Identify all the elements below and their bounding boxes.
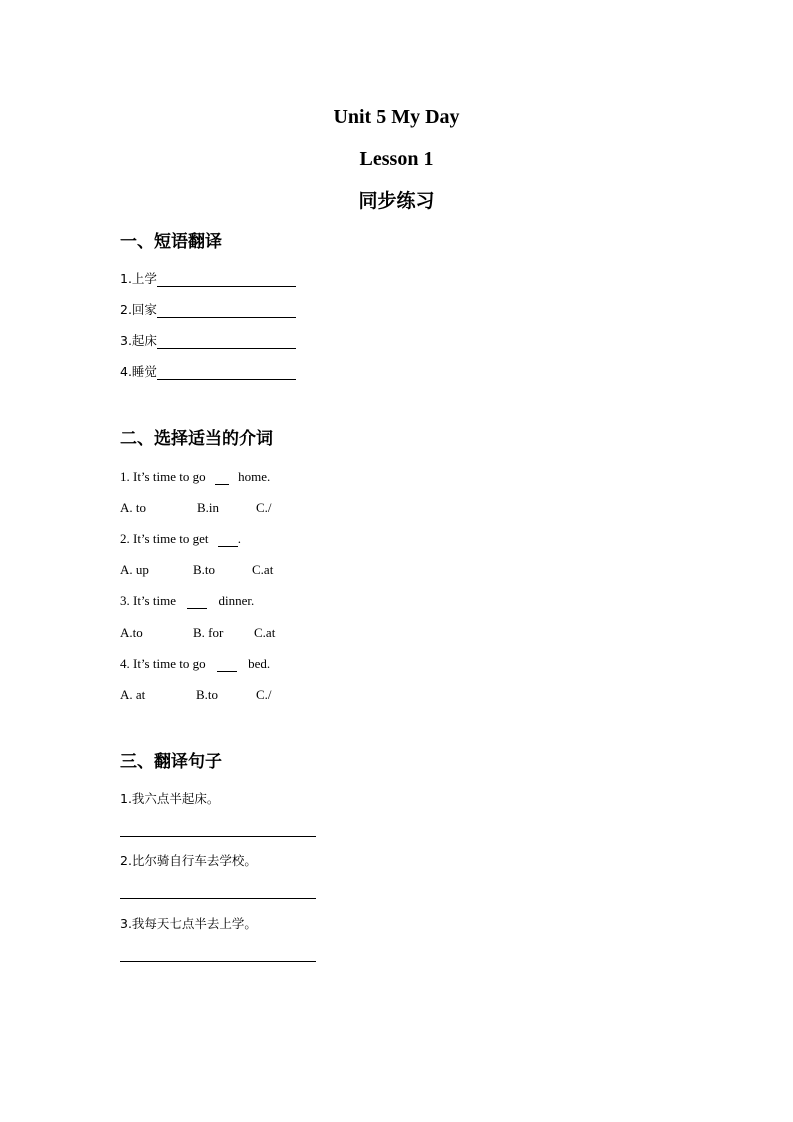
sentence-answer-line-3[interactable] xyxy=(120,961,316,962)
answer-blank[interactable] xyxy=(157,304,296,318)
question-text: 2. It’s time to get xyxy=(120,531,209,546)
option-a[interactable]: A. up xyxy=(120,562,149,577)
phrase-item-3 xyxy=(120,333,296,349)
phrase-label: 2.回家 xyxy=(120,302,157,317)
question-text: home. xyxy=(238,469,271,484)
question-text: dinner. xyxy=(218,593,255,608)
option-b[interactable]: B.to xyxy=(196,687,219,702)
option-c[interactable]: C.at xyxy=(252,562,274,577)
question-text: bed. xyxy=(248,656,271,671)
phrase-item-2 xyxy=(120,302,296,318)
sentence-answer-line-2[interactable] xyxy=(120,898,316,899)
question-text: 4. It’s time to go xyxy=(120,656,206,671)
option-a[interactable]: A. at xyxy=(120,687,146,702)
option-b[interactable]: B.to xyxy=(193,562,216,577)
answer-blank[interactable] xyxy=(157,366,296,380)
phrase-label: 3.起床 xyxy=(120,333,157,348)
option-b[interactable]: B.in xyxy=(197,500,220,515)
option-c[interactable]: C./ xyxy=(256,687,272,702)
unit-title: Unit 5 My Day xyxy=(333,106,460,128)
answer-blank[interactable] xyxy=(157,273,296,287)
worksheet-subtitle: 同步练习 xyxy=(358,190,435,212)
answer-blank[interactable] xyxy=(187,596,207,609)
option-c[interactable]: C.at xyxy=(254,625,276,640)
answer-blank[interactable] xyxy=(217,659,237,672)
section3-heading: 三、翻译句子 xyxy=(120,752,222,772)
sentence-prompt-3: 3.我每天七点半去上学。 xyxy=(120,916,257,931)
option-c[interactable]: C./ xyxy=(256,500,272,515)
section2-heading: 二、选择适当的介词 xyxy=(120,429,273,449)
question-text: . xyxy=(237,531,241,546)
question-4 xyxy=(120,656,270,672)
option-b[interactable]: B. for xyxy=(193,625,224,640)
question-text: 3. It’s time xyxy=(120,593,176,608)
answer-blank[interactable] xyxy=(215,472,229,485)
answer-blank[interactable] xyxy=(157,335,296,349)
sentence-answer-line-1[interactable] xyxy=(120,836,316,837)
option-a[interactable]: A.to xyxy=(120,625,143,640)
answer-blank[interactable] xyxy=(218,534,238,547)
phrase-item-4 xyxy=(120,364,296,380)
sentence-prompt-1: 1.我六点半起床。 xyxy=(120,791,220,806)
question-1 xyxy=(120,469,270,485)
lesson-title: Lesson 1 xyxy=(359,148,434,170)
phrase-label: 4.睡觉 xyxy=(120,364,157,379)
sentence-prompt-2: 2.比尔骑自行车去学校。 xyxy=(120,853,257,868)
question-2 xyxy=(120,531,241,547)
phrase-label: 1.上学 xyxy=(120,271,157,286)
option-a[interactable]: A. to xyxy=(120,500,146,515)
section1-heading: 一、短语翻译 xyxy=(120,232,222,252)
phrase-item-1 xyxy=(120,271,296,287)
question-text: 1. It’s time to go xyxy=(120,469,206,484)
question-3 xyxy=(120,593,254,609)
